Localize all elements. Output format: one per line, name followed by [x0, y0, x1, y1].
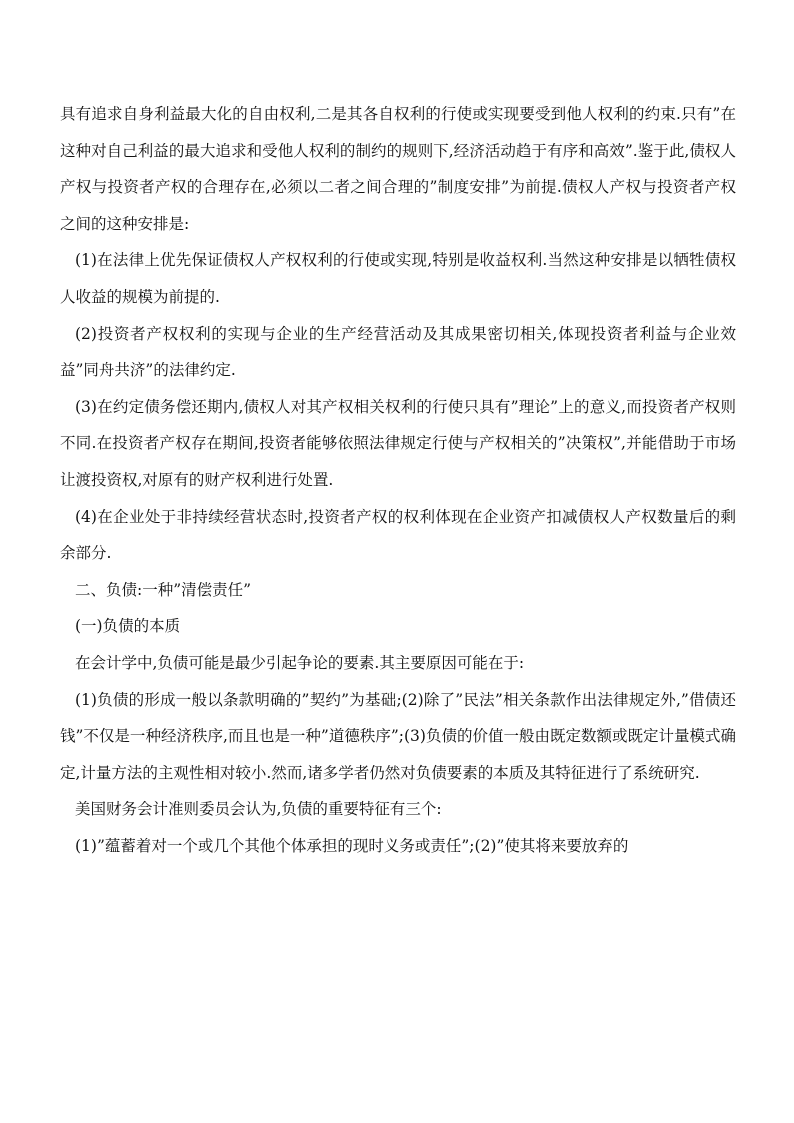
paragraph-arrangement-2: (2)投资者产权权利的实现与企业的生产经营活动及其成果密切相关,体现投资者利益与企业效益”同舟共济”的法律约定.: [60, 324, 736, 380]
paragraph-property-rights-intro: 具有追求自身利益最大化的自由权利,二是其各自权利的行使或实现要受到他人权利的约束.只有”在这种对自己利益的最大追求和受他人权利的制约的规则下,经济活动趋于有序和高效”.鉴于此,债权人产权与投资者产权的合理存在,必须以二者之间合理的”制度安排”为前提.债权人产权与投资者产权之间的这种安排是:: [60, 105, 736, 233]
paragraph-arrangement-3: (3)在约定债务偿还期内,债权人对其产权相关权利的行使只具有”理论”上的意义,而投资者产权则不同.在投资者产权存在期间,投资者能够依照法律规定行使与产权相关的”决策权”,并能借助于市场让渡投资权,对原有的财产权利进行处置.: [60, 397, 736, 489]
paragraph-fasb-feature-list: (1)”蕴蓄着对一个或几个其他个体承担的现时义务或责任”;(2)”使其将来要放弃的: [75, 836, 629, 855]
paragraph-fasb-features: 美国财务会计准则委员会认为,负债的重要特征有三个:: [75, 800, 442, 819]
subsection-heading-nature: (一)负债的本质: [75, 617, 181, 636]
document-body: [60, 96, 736, 864]
paragraph-arrangement-1: (1)在法律上优先保证债权人产权权利的行使或实现,特别是收益权利.当然这种安排是以牺牲债权人收益的规模为前提的.: [60, 251, 736, 306]
section-heading-liability: 二、负债:一种”清偿责任”: [75, 580, 252, 599]
paragraph-liability-reasons: (1)负债的形成一般以条款明确的”契约”为基础;(2)除了”民法”相关条款作出法律规定外,”借债还钱”不仅是一种经济秩序,而且也是一种”道德秩序”;(3)负债的价值一般由既定数额或既定计量模式确定,计量方法的主观性相对较小.然而,诸多学者仍然对负债要素的本质及其特征进行了系统研究.: [60, 690, 736, 782]
paragraph-accounting-liability: 在会计学中,负债可能是最少引起争论的要素.其主要原因可能在于:: [75, 653, 525, 672]
paragraph-arrangement-4: (4)在企业处于非持续经营状态时,投资者产权的权利体现在企业资产扣减债权人产权数量后的剩余部分.: [60, 507, 736, 563]
